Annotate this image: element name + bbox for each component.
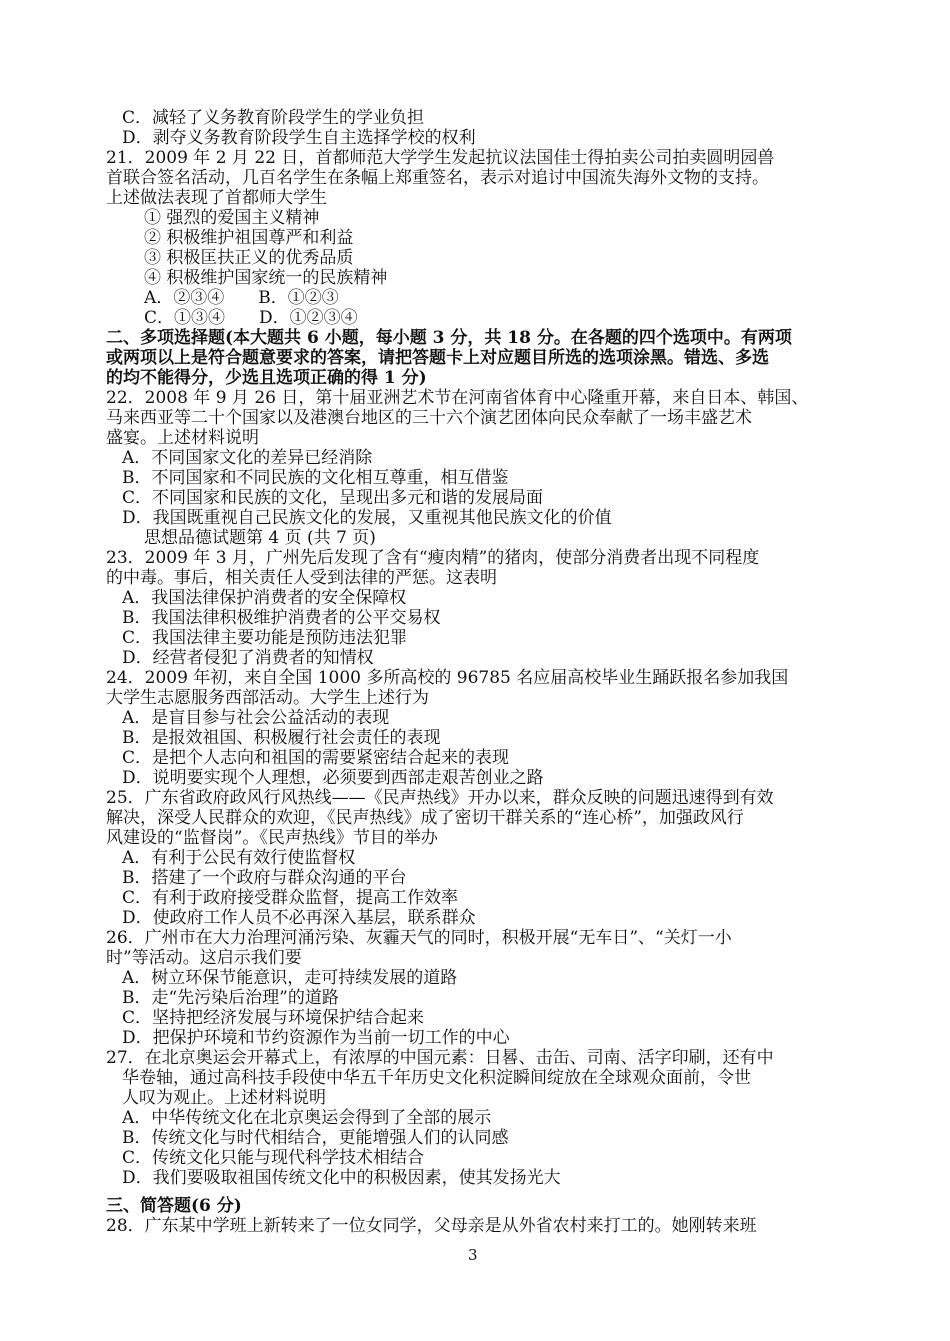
section-2-heading-line-3: 的均不能得分，少选且选项正确的得 1 分) — [106, 368, 427, 388]
q25-option-d: D．使政府工作人员不必再深入基层，联系群众 — [122, 908, 476, 928]
section-2-heading-line-1: 二、多项选择题(本大题共 6 小题，每小题 3 分，共 18 分。在各题的四个选项中。有两项 — [106, 328, 792, 348]
page-number: 3 — [468, 1246, 478, 1264]
q26-stem-line-1: 26．广州市在大力治理河涌污染、灰霾天气的同时，积极开展“无车日”、“关灯一小 — [106, 928, 732, 948]
q25-stem-line-1: 25．广东省政府政风行风热线——《民声热线》开办以来，群众反映的问题迅速得到有效 — [106, 788, 774, 808]
q20-option-d: D．剥夺义务教育阶段学生自主选择学校的权利 — [122, 128, 476, 148]
q21-statement-2: ② 积极维护祖国尊严和利益 — [144, 228, 354, 248]
q27-stem-line-1: 27．在北京奥运会开幕式上，有浓厚的中国元素：日晷、击缶、司南、活字印刷，还有中 — [106, 1048, 774, 1068]
q24-option-d: D．说明要实现个人理想，必须要到西部走艰苦创业之路 — [122, 768, 544, 788]
q21-stem-line-1: 21．2009 年 2 月 22 日，首都师范大学学生发起抗议法国佳士得拍卖公司拍卖圆明园兽 — [106, 148, 775, 168]
page-footer-note: 思想品德试题第 4 页 (共 7 页) — [144, 528, 376, 548]
q24-stem-line-1: 24．2009 年初，来自全国 1000 多所高校的 96785 名应届高校毕业生踊跃报名参加我国 — [106, 668, 789, 688]
q22-stem-line-3: 盛宴。上述材料说明 — [106, 428, 259, 448]
q26-option-b: B．走“先污染后治理”的道路 — [122, 988, 339, 1008]
q21-options-ab: A．②③④ B．①②③ — [144, 288, 339, 308]
q24-option-c: C．是把个人志向和祖国的需要紧密结合起来的表现 — [122, 748, 510, 768]
q24-option-a: A．是盲目参与社会公益活动的表现 — [122, 708, 390, 728]
q23-option-b: B．我国法律积极维护消费者的公平交易权 — [122, 608, 441, 628]
q23-stem-line-2: 的中毒。事后，相关责任人受到法律的严惩。这表明 — [106, 568, 497, 588]
q23-option-a: A．我国法律保护消费者的安全保障权 — [122, 588, 407, 608]
q26-option-d: D．把保护环境和节约资源作为当前一切工作的中心 — [122, 1028, 510, 1048]
q27-stem-line-2: 华卷轴，通过高科技手段使中华五千年历史文化积淀瞬间绽放在全球观众面前，令世 — [122, 1068, 751, 1088]
q25-stem-line-3: 风建设的“监督岗”。《民声热线》节目的举办 — [106, 828, 438, 848]
q22-option-d: D．我国既重视自己民族文化的发展，又重视其他民族文化的价值 — [122, 508, 612, 528]
q23-option-c: C．我国法律主要功能是预防违法犯罪 — [122, 628, 408, 648]
q26-option-a: A．树立环保节能意识，走可持续发展的道路 — [122, 968, 458, 988]
q25-option-b: B．搭建了一个政府与群众沟通的平台 — [122, 868, 407, 888]
q26-stem-line-2: 时”等活动。这启示我们要 — [106, 948, 302, 968]
q27-option-c: C．传统文化只能与现代科学技术相结合 — [122, 1148, 425, 1168]
q26-option-c: C．坚持把经济发展与环境保护结合起来 — [122, 1008, 425, 1028]
q28-stem-line-1: 28．广东某中学班上新转来了一位女同学，父母亲是从外省农村来打工的。她刚转来班 — [106, 1216, 757, 1236]
q21-statement-4: ④ 积极维护国家统一的民族精神 — [144, 268, 388, 288]
q24-stem-line-2: 大学生志愿服务西部活动。大学生上述行为 — [106, 688, 429, 708]
q24-option-b: B．是报效祖国、积极履行社会责任的表现 — [122, 728, 441, 748]
q27-option-a: A．中华传统文化在北京奥运会得到了全部的展示 — [122, 1108, 492, 1128]
q21-options-cd: C．①③④ D．①②③④ — [144, 308, 358, 328]
q27-stem-line-3: 人叹为观止。上述材料说明 — [122, 1088, 326, 1108]
q25-option-c: C．有利于政府接受群众监督，提高工作效率 — [122, 888, 459, 908]
q23-option-d: D．经营者侵犯了消费者的知情权 — [122, 648, 374, 668]
q21-statement-1: ① 强烈的爱国主义精神 — [144, 208, 320, 228]
q20-option-c: C．减轻了义务教育阶段学生的学业负担 — [122, 108, 425, 128]
q22-stem-line-1: 22．2008 年 9 月 26 日，第十届亚洲艺术节在河南省体育中心隆重开幕，来自日本、韩国、 — [106, 388, 809, 408]
q22-option-c: C．不同国家和民族的文化，呈现出多元和谐的发展局面 — [122, 488, 544, 508]
section-2-heading-line-2: 或两项以上是符合题意要求的答案，请把答题卡上对应题目所选的选项涂黑。错选、多选 — [106, 348, 769, 368]
q25-stem-line-2: 解决，深受人民群众的欢迎，《民声热线》成了密切干群关系的“连心桥”，加强政风行 — [106, 808, 744, 828]
q25-option-a: A．有利于公民有效行使监督权 — [122, 848, 356, 868]
q21-statement-3: ③ 积极匡扶正义的优秀品质 — [144, 248, 354, 268]
q21-stem-line-2: 首联合签名活动，几百名学生在条幅上郑重签名，表示对追讨中国流失海外文物的支持。 — [106, 168, 769, 188]
q22-option-a: A．不同国家文化的差异已经消除 — [122, 448, 373, 468]
q27-option-d: D．我们要吸取祖国传统文化中的积极因素，使其发扬光大 — [122, 1168, 561, 1188]
q23-stem-line-1: 23．2009 年 3 月，广州先后发现了含有“瘦肉精”的猪肉，使部分消费者出现不同程度 — [106, 548, 760, 568]
q22-option-b: B．不同国家和不同民族的文化相互尊重，相互借鉴 — [122, 468, 509, 488]
q21-stem-line-3: 上述做法表现了首都师大学生 — [106, 188, 327, 208]
q22-stem-line-2: 马来西亚等二十个国家以及港澳台地区的三十六个演艺团体向民众奉献了一场丰盛艺术 — [106, 408, 752, 428]
section-3-heading: 三、简答题(6 分) — [106, 1196, 242, 1216]
q27-option-b: B．传统文化与时代相结合，更能增强人们的认同感 — [122, 1128, 509, 1148]
